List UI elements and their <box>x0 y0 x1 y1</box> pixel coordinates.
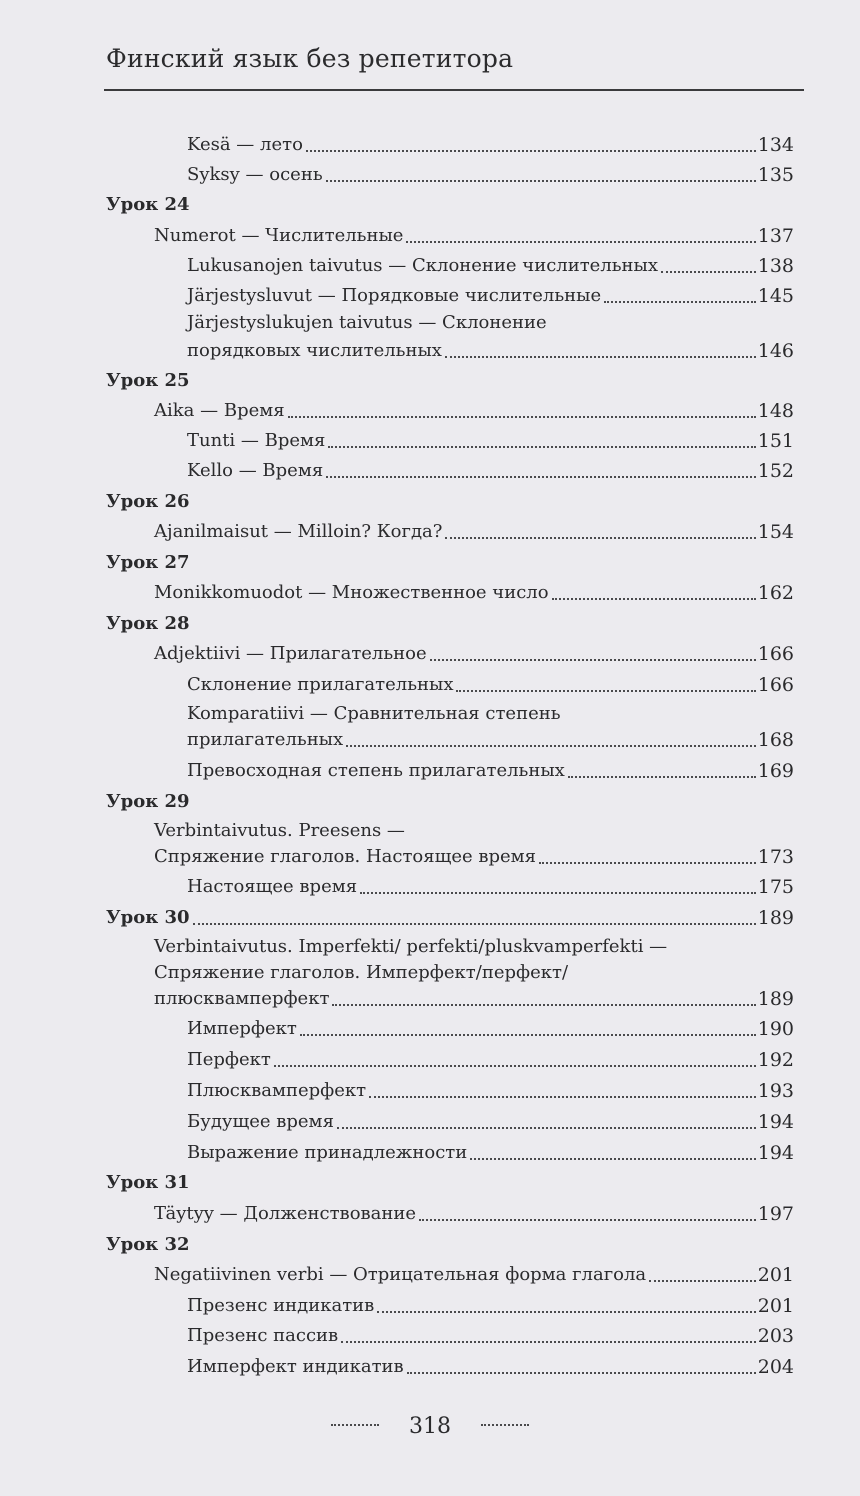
leader-dots <box>360 892 756 894</box>
leader-dots <box>369 1096 756 1098</box>
toc-entry-title: плюсквамперфект <box>154 988 330 1009</box>
toc-entry-title: Numerot — Числительные <box>154 225 404 246</box>
toc-page-number: 204 <box>757 1356 794 1378</box>
toc-entry-title: Täytyy — Долженствование <box>154 1203 417 1224</box>
footer-dots-right <box>481 1424 529 1426</box>
toc-page-number: 135 <box>757 164 794 186</box>
toc-entry-title: Negatiivinen verbi — Отрицательная форма глагола <box>154 1264 647 1285</box>
toc-page-number: 138 <box>757 255 794 277</box>
toc-page-number: 173 <box>757 846 794 868</box>
toc-entry-title: Имперфект <box>187 1018 297 1039</box>
page-number: 318 <box>409 1414 451 1439</box>
lesson-heading: Урок 27 <box>106 552 190 573</box>
leader-dots <box>326 476 756 478</box>
leader-dots <box>274 1065 756 1067</box>
lesson-heading: Урок 32 <box>106 1234 190 1255</box>
leader-dots <box>661 271 756 273</box>
toc-entry[interactable] <box>154 217 794 247</box>
toc-page-number: 201 <box>757 1295 794 1317</box>
toc-entry-title: Презенс индикатив <box>187 1295 375 1316</box>
toc-entry[interactable] <box>187 1317 794 1347</box>
toc-entry-title-line: Спряжение глаголов. Имперфект/перфект/ <box>154 962 569 983</box>
toc-page-number: 203 <box>757 1325 794 1347</box>
leader-dots <box>445 356 756 358</box>
toc-entry[interactable] <box>187 721 794 751</box>
toc-entry-title: Syksy — осень <box>187 164 323 185</box>
toc-entry[interactable] <box>187 1287 794 1317</box>
toc-page-number: 166 <box>757 674 794 696</box>
toc-entry-title: Спряжение глаголов. Настоящее время <box>154 846 537 867</box>
toc-entry[interactable] <box>187 868 794 898</box>
toc-page-number: 197 <box>757 1203 794 1225</box>
lesson-heading: Урок 28 <box>106 613 190 634</box>
toc-entry[interactable] <box>187 156 794 186</box>
toc-entry[interactable] <box>154 1256 794 1286</box>
toc-entry-title: Будущее время <box>187 1111 334 1132</box>
toc-entry-title-line: Verbintaivutus. Imperfekti/ perfekti/pluskvamperfekti — <box>154 936 668 957</box>
toc-entry-title: Настоящее время <box>187 876 358 897</box>
page-footer <box>0 1414 860 1439</box>
leader-dots <box>470 1158 756 1160</box>
leader-dots <box>346 745 756 747</box>
toc-page-number: 148 <box>757 400 794 422</box>
leader-dots <box>568 776 756 778</box>
toc-entry[interactable] <box>154 838 794 868</box>
toc-entry-title: Превосходная степень прилагательных <box>187 760 565 781</box>
toc-entry-title-line: Komparatiivi — Сравнительная степень <box>187 703 561 724</box>
toc-entry-title: Kello — Время <box>187 460 324 481</box>
toc-page-number: 137 <box>757 225 794 247</box>
toc-entry[interactable] <box>187 1041 794 1071</box>
toc-entry-title-line: Järjestyslukujen taivutus — Склонение <box>187 312 547 333</box>
toc-page-number: 189 <box>757 907 794 929</box>
toc-entry-title: Склонение прилагательных <box>187 674 454 695</box>
toc-entry[interactable] <box>187 1072 794 1102</box>
leader-dots <box>193 923 756 925</box>
toc-entry[interactable] <box>187 1010 794 1040</box>
toc-page-number: 162 <box>757 582 794 604</box>
toc-entry-title: Перфект <box>187 1049 271 1070</box>
lesson-heading: Урок 29 <box>106 791 190 812</box>
toc-entry-title: Плюсквамперфект <box>187 1080 367 1101</box>
leader-dots <box>341 1341 756 1343</box>
leader-dots <box>649 1280 756 1282</box>
leader-dots <box>288 416 756 418</box>
toc-entry-title: Aika — Время <box>154 400 285 421</box>
toc-entry-title: Adjektiivi — Прилагательное <box>154 643 427 664</box>
toc-page-number: 192 <box>757 1049 794 1071</box>
toc-entry[interactable] <box>187 1103 794 1133</box>
leader-dots <box>332 1004 755 1006</box>
toc-entry[interactable] <box>187 332 794 362</box>
toc-entry-title: Выражение принадлежности <box>187 1142 468 1163</box>
leader-dots <box>300 1034 756 1036</box>
toc-entry-title: Lukusanojen taivutus — Склонение числительных <box>187 255 659 276</box>
toc-entry[interactable] <box>154 980 794 1010</box>
toc-entry-title: Järjestysluvut — Порядковые числительные <box>187 285 602 306</box>
toc-entry-title: Ajanilmaisut — Milloin? Когда? <box>154 521 443 542</box>
toc-entry-title: Имперфект индикатив <box>187 1356 404 1377</box>
toc-page-number: 145 <box>757 285 794 307</box>
leader-dots <box>337 1127 756 1129</box>
toc-entry[interactable] <box>154 635 794 665</box>
toc-page-number: 134 <box>757 134 794 156</box>
lesson-heading: Урок 30 <box>106 907 190 928</box>
toc-entry[interactable] <box>187 452 794 482</box>
leader-dots <box>445 537 755 539</box>
leader-dots <box>306 150 756 152</box>
toc-entry-title: порядковых числительных <box>187 340 442 361</box>
toc-page-number: 190 <box>757 1018 794 1040</box>
toc-entry-title: прилагательных <box>187 729 344 750</box>
toc-entry[interactable] <box>187 666 794 696</box>
leader-dots <box>456 690 755 692</box>
leader-dots <box>604 301 756 303</box>
toc-page-number: 194 <box>757 1111 794 1133</box>
leader-dots <box>328 446 755 448</box>
toc-page-number: 193 <box>757 1080 794 1102</box>
toc-entry[interactable] <box>154 392 794 422</box>
toc-page-number: 201 <box>757 1264 794 1286</box>
running-header: Финский язык без репетитора <box>106 44 514 73</box>
toc-entry-title: Презенс пассив <box>187 1325 339 1346</box>
lesson-heading: Урок 26 <box>106 491 190 512</box>
toc-page-number: 152 <box>757 460 794 482</box>
toc-page-number: 169 <box>757 760 794 782</box>
toc-entry[interactable] <box>187 752 794 782</box>
leader-dots <box>407 1372 756 1374</box>
toc-entry[interactable] <box>187 247 794 277</box>
toc-entry[interactable] <box>187 1348 794 1378</box>
leader-dots <box>539 862 756 864</box>
toc-page-number: 175 <box>757 876 794 898</box>
lesson-heading: Урок 24 <box>106 194 190 215</box>
leader-dots <box>326 180 756 182</box>
lesson-heading: Урок 25 <box>106 370 190 391</box>
footer-dots-left <box>331 1424 379 1426</box>
toc-page-number: 189 <box>757 988 794 1010</box>
toc-entry-lesson[interactable] <box>106 899 794 929</box>
toc-entry[interactable] <box>187 422 794 452</box>
lesson-heading: Урок 31 <box>106 1172 190 1193</box>
toc-page-number: 151 <box>757 430 794 452</box>
toc-entry[interactable] <box>154 1195 794 1225</box>
toc-entry[interactable] <box>187 1134 794 1164</box>
leader-dots <box>377 1311 755 1313</box>
toc-entry[interactable] <box>187 277 794 307</box>
leader-dots <box>419 1219 756 1221</box>
toc-entry-title: Tunti — Время <box>187 430 326 451</box>
toc-page-number: 166 <box>757 643 794 665</box>
toc-entry-title: Kesä — лето <box>187 134 303 155</box>
leader-dots <box>406 241 755 243</box>
toc-page-number: 154 <box>757 521 794 543</box>
leader-dots <box>552 598 756 600</box>
toc-page-number: 168 <box>757 729 794 751</box>
toc-entry[interactable] <box>154 574 794 604</box>
leader-dots <box>430 659 756 661</box>
toc-page-number: 146 <box>757 340 794 362</box>
toc-entry[interactable] <box>154 513 794 543</box>
toc-entry-title: Monikkomuodot — Множественное число <box>154 582 549 603</box>
toc-entry[interactable] <box>187 126 794 156</box>
toc-page-number: 194 <box>757 1142 794 1164</box>
toc-entry-title-line: Verbintaivutus. Preesens — <box>154 820 405 841</box>
